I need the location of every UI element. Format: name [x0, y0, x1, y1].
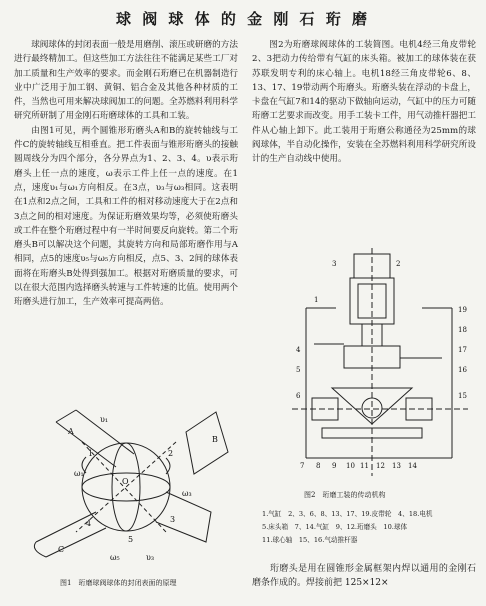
left-column — [14, 38, 238, 310]
label-a: A — [68, 427, 74, 436]
label-v3: υ₃ — [146, 553, 155, 562]
right-column — [252, 38, 476, 167]
fig2-label-14: 14 — [408, 462, 417, 470]
label-3: 3 — [170, 515, 176, 524]
fig2-label-12: 12 — [376, 462, 385, 470]
label-w1: ω₁ — [74, 469, 84, 478]
fig2-label-18: 18 — [458, 326, 467, 334]
fig2-label-7: 7 — [300, 462, 305, 470]
fig2-label-6: 6 — [296, 392, 301, 400]
article-title: 球 阀 球 体 的 金 刚 石 珩 磨 — [115, 10, 370, 28]
fig2-label-3: 3 — [332, 260, 337, 268]
label-2: 2 — [168, 449, 174, 458]
fig2-label-13: 13 — [392, 462, 401, 470]
label-o: O — [122, 477, 129, 486]
bottom-paragraph — [252, 562, 476, 590]
figure-1-diagram — [16, 392, 238, 570]
paragraph: 图2为珩磨球阀球体的工装简图。电机4经三角皮带轮2、3把动力传给带有气缸的床头箱。被加工的球体装在获苏联发明专利的床心轴上。电机18经三角皮带轮6、8、13、17、19带动两个珩磨头。珩磨头装在浮动的卡盘上，卡盘在气缸7和14的驱动下做轴向运动，气缸中的压力可随珩磨工艺要求而改变。用手工装卡工件，用气动推杆器把工件从心轴上卸下。此工装用于珩磨公称通径为25mm的球阀球体，半自动化操作，安装在全苏燃料利用科学研究所设计的生产自动线中使用。 — [252, 40, 476, 165]
fig2-label-2: 2 — [396, 260, 401, 268]
paragraph: 球阀球体的封闭表面一般是用磨削、滚压或研磨的方法进行最终精加工。但这些加工方法往往不能满足某些工厂对加工质量和生产效率的要求。而金刚石珩磨已在机器制造行业中广泛用于加工钢、黄铜、铝合金及其他各种材质的工件，当然也可用来解决球阀加工的问题。全苏燃料利用科学研究所研制了用金刚石珩磨球体的工具和工装。 — [14, 40, 238, 122]
label-w5: ω₅ — [110, 553, 120, 562]
fig2-label-11: 11 — [360, 462, 369, 470]
label-4: 4 — [86, 519, 92, 528]
figure-2-diagram — [292, 248, 468, 476]
label-w3: ω₃ — [182, 489, 192, 498]
paragraph: 珩磨头是用在圆锥形金属框架内焊以通用的金刚石磨条作成的。焊接前把 125×12× — [252, 564, 476, 588]
fig2-label-8: 8 — [316, 462, 321, 470]
fig2-label-1: 1 — [314, 296, 319, 304]
paragraph: 由图1可见，两个圆锥形珩磨头A和B的旋转轴线与工件C的旋转轴线互相垂直。把工件表面与锥形珩磨头的接触圆周线分为四个部分，各分界点为1、2、3、4。υ表示珩磨头上任一点的速度，ω表示工件上任一点的速度。在1点，速度υ₁与ω₁方向相反。在3点，υ₃与ω₃相同。这表明在1点和2点之间，工具和工件的相对移动速度大于在2点和3点之间的相对速度。为保证珩磨效果均等，必须使珩磨头或工件在整个珩磨过程中有一半时间要反向旋转。第二个珩磨头B可以解决这个问题，其旋转方向和局部珩磨作用与A相同，点5的速度υ₅与ω₅方向相反，点5、3、2间的球体表面将在珩磨头B处得到强加工。根据对珩磨质量的要求，可以在很大范围内选择磨头转速与工件转速的比值。使用两个珩磨头进行加工，生产效率可提高两倍。 — [14, 125, 238, 308]
figure-2-legend — [262, 508, 476, 547]
label-v1: υ₁ — [100, 415, 109, 424]
legend-line: 11.球心轴 15、16.气动推杆器 — [262, 536, 358, 544]
fig2-label-10: 10 — [346, 462, 355, 470]
fig2-label-4: 4 — [296, 346, 301, 354]
fig2-label-5: 5 — [296, 366, 301, 374]
legend-line: 1.气缸 2、3、6、8、13、17、19.皮带轮 4、18.电机 — [262, 510, 433, 518]
label-b: B — [212, 435, 218, 444]
label-c: C — [58, 545, 65, 554]
fig2-label-16: 16 — [458, 366, 467, 374]
fig2-label-17: 17 — [458, 346, 467, 354]
figure-2-caption: 图2 珩磨工装的传动机构 — [304, 491, 386, 499]
label-1: 1 — [88, 449, 94, 458]
fig2-label-19: 19 — [458, 306, 467, 314]
fig2-label-9: 9 — [332, 462, 337, 470]
fig2-label-15: 15 — [458, 392, 467, 400]
label-5: 5 — [128, 535, 134, 544]
figure-1-caption: 图1 珩磨球阀球体的封闭表面的原理 — [60, 579, 177, 587]
legend-line: 5.床头箱 7、14.气缸 9、12.珩磨头 10.球体 — [262, 523, 408, 531]
